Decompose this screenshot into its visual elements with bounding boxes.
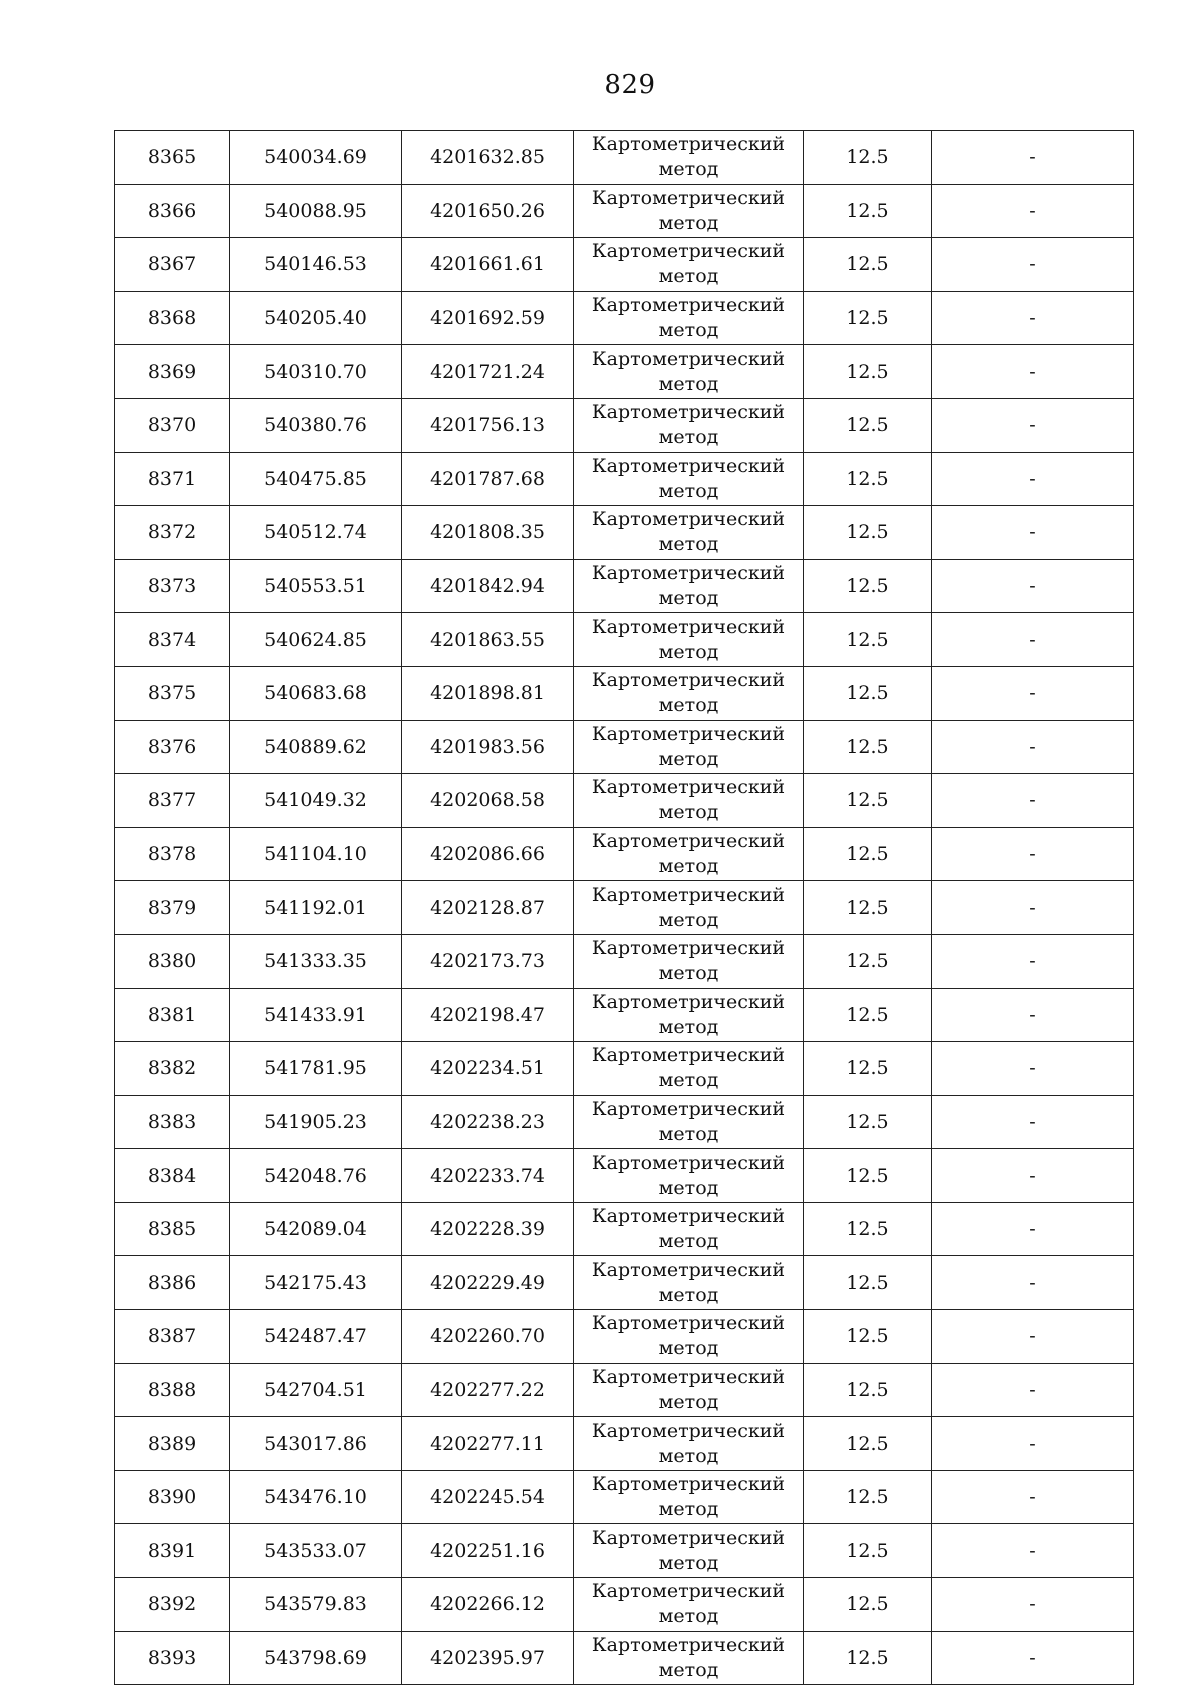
accuracy-cell: 12.5 — [804, 452, 932, 506]
point-number-cell: 8374 — [115, 613, 230, 667]
x-coordinate-cell: 542175.43 — [230, 1256, 402, 1310]
method-line-2: метод — [658, 855, 719, 878]
table-row — [115, 238, 1134, 292]
accuracy-cell: 12.5 — [804, 1470, 932, 1524]
point-number-cell: 8390 — [115, 1470, 230, 1524]
y-coordinate-cell: 4202277.11 — [402, 1417, 574, 1471]
accuracy-cell: 12.5 — [804, 827, 932, 881]
method-cell — [574, 1578, 804, 1632]
note-cell: - — [932, 1524, 1134, 1578]
table-row — [115, 1042, 1134, 1096]
method-cell — [574, 559, 804, 613]
note-cell: - — [932, 1095, 1134, 1149]
y-coordinate-cell: 4202228.39 — [402, 1202, 574, 1256]
method-line-1: Картометрический — [591, 1419, 786, 1442]
note-cell: - — [932, 1149, 1134, 1203]
accuracy-cell: 12.5 — [804, 1578, 932, 1632]
method-line-2: метод — [658, 1015, 719, 1038]
page-number: 829 — [604, 70, 656, 100]
y-coordinate-cell: 4202266.12 — [402, 1578, 574, 1632]
x-coordinate-cell: 540683.68 — [230, 666, 402, 720]
method-cell — [574, 1524, 804, 1578]
x-coordinate-cell: 540380.76 — [230, 398, 402, 452]
note-cell: - — [932, 1042, 1134, 1096]
note-cell: - — [932, 720, 1134, 774]
method-line-2: метод — [658, 801, 719, 824]
table-row — [115, 1095, 1134, 1149]
method-line-1: Картометрический — [591, 883, 786, 906]
method-line-1: Картометрический — [591, 1205, 786, 1228]
method-line-2: метод — [658, 533, 719, 556]
method-cell — [574, 291, 804, 345]
y-coordinate-cell: 4201661.61 — [402, 238, 574, 292]
method-line-1: Картометрический — [591, 1473, 786, 1496]
y-coordinate-cell: 4201650.26 — [402, 184, 574, 238]
method-line-1: Картометрический — [591, 133, 786, 156]
accuracy-cell: 12.5 — [804, 934, 932, 988]
table-row — [115, 1363, 1134, 1417]
x-coordinate-cell: 540889.62 — [230, 720, 402, 774]
table-row — [115, 1524, 1134, 1578]
method-line-2: метод — [658, 479, 719, 502]
note-cell: - — [932, 1202, 1134, 1256]
accuracy-cell: 12.5 — [804, 559, 932, 613]
point-number-cell: 8379 — [115, 881, 230, 935]
y-coordinate-cell: 4202173.73 — [402, 934, 574, 988]
accuracy-cell: 12.5 — [804, 988, 932, 1042]
method-line-2: метод — [658, 1230, 719, 1253]
accuracy-cell: 12.5 — [804, 720, 932, 774]
method-line-1: Картометрический — [591, 454, 786, 477]
accuracy-cell: 12.5 — [804, 1524, 932, 1578]
point-number-cell: 8389 — [115, 1417, 230, 1471]
x-coordinate-cell: 540034.69 — [230, 131, 402, 185]
method-cell — [574, 184, 804, 238]
method-line-2: метод — [658, 1390, 719, 1413]
point-number-cell: 8368 — [115, 291, 230, 345]
point-number-cell: 8382 — [115, 1042, 230, 1096]
method-cell — [574, 1631, 804, 1685]
y-coordinate-cell: 4202395.97 — [402, 1631, 574, 1685]
accuracy-cell: 12.5 — [804, 1631, 932, 1685]
method-line-1: Картометрический — [591, 1097, 786, 1120]
x-coordinate-cell: 541333.35 — [230, 934, 402, 988]
method-cell — [574, 238, 804, 292]
note-cell: - — [932, 1631, 1134, 1685]
accuracy-cell: 12.5 — [804, 774, 932, 828]
y-coordinate-cell: 4201632.85 — [402, 131, 574, 185]
accuracy-cell: 12.5 — [804, 291, 932, 345]
note-cell: - — [932, 452, 1134, 506]
y-coordinate-cell: 4202245.54 — [402, 1470, 574, 1524]
point-number-cell: 8372 — [115, 506, 230, 560]
point-number-cell: 8376 — [115, 720, 230, 774]
y-coordinate-cell: 4201692.59 — [402, 291, 574, 345]
method-line-2: метод — [658, 1658, 719, 1681]
y-coordinate-cell: 4202251.16 — [402, 1524, 574, 1578]
coordinates-table — [114, 130, 1134, 1685]
table-row — [115, 184, 1134, 238]
x-coordinate-cell: 541192.01 — [230, 881, 402, 935]
method-cell — [574, 988, 804, 1042]
method-cell — [574, 506, 804, 560]
method-line-1: Картометрический — [591, 669, 786, 692]
method-cell — [574, 452, 804, 506]
method-line-2: метод — [658, 372, 719, 395]
note-cell: - — [932, 613, 1134, 667]
method-cell — [574, 1417, 804, 1471]
note-cell: - — [932, 559, 1134, 613]
note-cell: - — [932, 881, 1134, 935]
method-line-2: метод — [658, 265, 719, 288]
accuracy-cell: 12.5 — [804, 1202, 932, 1256]
method-line-2: метод — [658, 908, 719, 931]
method-line-2: метод — [658, 587, 719, 610]
method-line-2: метод — [658, 1605, 719, 1628]
method-line-2: метод — [658, 1122, 719, 1145]
note-cell: - — [932, 774, 1134, 828]
point-number-cell: 8375 — [115, 666, 230, 720]
table-row — [115, 1417, 1134, 1471]
table-row — [115, 613, 1134, 667]
point-number-cell: 8366 — [115, 184, 230, 238]
method-line-1: Картометрический — [591, 990, 786, 1013]
point-number-cell: 8378 — [115, 827, 230, 881]
table-row — [115, 452, 1134, 506]
method-cell — [574, 398, 804, 452]
accuracy-cell: 12.5 — [804, 613, 932, 667]
method-cell — [574, 1095, 804, 1149]
point-number-cell: 8370 — [115, 398, 230, 452]
note-cell: - — [932, 1363, 1134, 1417]
method-line-1: Картометрический — [591, 562, 786, 585]
accuracy-cell: 12.5 — [804, 506, 932, 560]
method-line-2: метод — [658, 1176, 719, 1199]
accuracy-cell: 12.5 — [804, 345, 932, 399]
y-coordinate-cell: 4201808.35 — [402, 506, 574, 560]
note-cell: - — [932, 398, 1134, 452]
table-row — [115, 345, 1134, 399]
method-cell — [574, 1149, 804, 1203]
method-cell — [574, 666, 804, 720]
note-cell: - — [932, 238, 1134, 292]
accuracy-cell: 12.5 — [804, 1042, 932, 1096]
table-row — [115, 1470, 1134, 1524]
note-cell: - — [932, 666, 1134, 720]
accuracy-cell: 12.5 — [804, 398, 932, 452]
accuracy-cell: 12.5 — [804, 131, 932, 185]
accuracy-cell: 12.5 — [804, 1095, 932, 1149]
table-row — [115, 1578, 1134, 1632]
method-line-2: метод — [658, 1337, 719, 1360]
method-cell — [574, 345, 804, 399]
table-row — [115, 1256, 1134, 1310]
accuracy-cell: 12.5 — [804, 1417, 932, 1471]
method-cell — [574, 613, 804, 667]
method-cell — [574, 1363, 804, 1417]
x-coordinate-cell: 543798.69 — [230, 1631, 402, 1685]
note-cell: - — [932, 131, 1134, 185]
point-number-cell: 8367 — [115, 238, 230, 292]
method-cell — [574, 720, 804, 774]
table-row — [115, 291, 1134, 345]
note-cell: - — [932, 345, 1134, 399]
table-row — [115, 988, 1134, 1042]
method-line-1: Картометрический — [591, 1312, 786, 1335]
point-number-cell: 8371 — [115, 452, 230, 506]
method-line-1: Картометрический — [591, 1526, 786, 1549]
method-line-2: метод — [658, 694, 719, 717]
y-coordinate-cell: 4201983.56 — [402, 720, 574, 774]
accuracy-cell: 12.5 — [804, 1149, 932, 1203]
accuracy-cell: 12.5 — [804, 881, 932, 935]
y-coordinate-cell: 4202128.87 — [402, 881, 574, 935]
method-line-2: метод — [658, 1444, 719, 1467]
y-coordinate-cell: 4202260.70 — [402, 1310, 574, 1364]
note-cell: - — [932, 291, 1134, 345]
y-coordinate-cell: 4201721.24 — [402, 345, 574, 399]
note-cell: - — [932, 1470, 1134, 1524]
note-cell: - — [932, 1578, 1134, 1632]
note-cell: - — [932, 506, 1134, 560]
point-number-cell: 8383 — [115, 1095, 230, 1149]
accuracy-cell: 12.5 — [804, 1256, 932, 1310]
table-row — [115, 666, 1134, 720]
method-line-2: метод — [658, 1283, 719, 1306]
method-line-1: Картометрический — [591, 347, 786, 370]
point-number-cell: 8388 — [115, 1363, 230, 1417]
accuracy-cell: 12.5 — [804, 1310, 932, 1364]
method-line-1: Картометрический — [591, 830, 786, 853]
method-cell — [574, 827, 804, 881]
table-row — [115, 506, 1134, 560]
method-cell — [574, 131, 804, 185]
method-line-1: Картометрический — [591, 937, 786, 960]
method-line-1: Картометрический — [591, 508, 786, 531]
accuracy-cell: 12.5 — [804, 184, 932, 238]
method-cell — [574, 1042, 804, 1096]
y-coordinate-cell: 4201756.13 — [402, 398, 574, 452]
method-line-1: Картометрический — [591, 401, 786, 424]
y-coordinate-cell: 4202234.51 — [402, 1042, 574, 1096]
table-row — [115, 881, 1134, 935]
method-line-2: метод — [658, 962, 719, 985]
method-line-1: Картометрический — [591, 240, 786, 263]
method-line-2: метод — [658, 319, 719, 342]
x-coordinate-cell: 542487.47 — [230, 1310, 402, 1364]
point-number-cell: 8391 — [115, 1524, 230, 1578]
method-cell — [574, 1202, 804, 1256]
method-cell — [574, 1310, 804, 1364]
note-cell: - — [932, 1310, 1134, 1364]
accuracy-cell: 12.5 — [804, 1363, 932, 1417]
x-coordinate-cell: 543476.10 — [230, 1470, 402, 1524]
method-line-1: Картометрический — [591, 1580, 786, 1603]
y-coordinate-cell: 4201898.81 — [402, 666, 574, 720]
note-cell: - — [932, 1256, 1134, 1310]
method-line-2: метод — [658, 158, 719, 181]
y-coordinate-cell: 4201842.94 — [402, 559, 574, 613]
method-line-1: Картометрический — [591, 186, 786, 209]
method-line-2: метод — [658, 640, 719, 663]
table-row — [115, 1310, 1134, 1364]
method-line-2: метод — [658, 1551, 719, 1574]
method-line-2: метод — [658, 1069, 719, 1092]
table-row — [115, 131, 1134, 185]
note-cell: - — [932, 827, 1134, 881]
x-coordinate-cell: 540475.85 — [230, 452, 402, 506]
table-row — [115, 398, 1134, 452]
x-coordinate-cell: 543017.86 — [230, 1417, 402, 1471]
x-coordinate-cell: 540146.53 — [230, 238, 402, 292]
method-cell — [574, 774, 804, 828]
point-number-cell: 8387 — [115, 1310, 230, 1364]
y-coordinate-cell: 4202277.22 — [402, 1363, 574, 1417]
table-row — [115, 559, 1134, 613]
y-coordinate-cell: 4202068.58 — [402, 774, 574, 828]
x-coordinate-cell: 540088.95 — [230, 184, 402, 238]
x-coordinate-cell: 543533.07 — [230, 1524, 402, 1578]
point-number-cell: 8384 — [115, 1149, 230, 1203]
method-line-1: Картометрический — [591, 294, 786, 317]
y-coordinate-cell: 4202198.47 — [402, 988, 574, 1042]
x-coordinate-cell: 542089.04 — [230, 1202, 402, 1256]
table-row — [115, 827, 1134, 881]
method-line-2: метод — [658, 1498, 719, 1521]
method-line-1: Картометрический — [591, 1044, 786, 1067]
y-coordinate-cell: 4201787.68 — [402, 452, 574, 506]
x-coordinate-cell: 542704.51 — [230, 1363, 402, 1417]
method-line-1: Картометрический — [591, 776, 786, 799]
coordinates-table-body — [115, 131, 1134, 1685]
method-line-1: Картометрический — [591, 1151, 786, 1174]
point-number-cell: 8385 — [115, 1202, 230, 1256]
point-number-cell: 8365 — [115, 131, 230, 185]
note-cell: - — [932, 1417, 1134, 1471]
table-row — [115, 1149, 1134, 1203]
y-coordinate-cell: 4202238.23 — [402, 1095, 574, 1149]
point-number-cell: 8381 — [115, 988, 230, 1042]
point-number-cell: 8377 — [115, 774, 230, 828]
x-coordinate-cell: 542048.76 — [230, 1149, 402, 1203]
y-coordinate-cell: 4202233.74 — [402, 1149, 574, 1203]
method-line-1: Картометрический — [591, 615, 786, 638]
x-coordinate-cell: 540512.74 — [230, 506, 402, 560]
x-coordinate-cell: 541104.10 — [230, 827, 402, 881]
table-row — [115, 934, 1134, 988]
method-cell — [574, 881, 804, 935]
point-number-cell: 8393 — [115, 1631, 230, 1685]
x-coordinate-cell: 540205.40 — [230, 291, 402, 345]
table-row — [115, 1631, 1134, 1685]
point-number-cell: 8369 — [115, 345, 230, 399]
accuracy-cell: 12.5 — [804, 666, 932, 720]
method-cell — [574, 934, 804, 988]
x-coordinate-cell: 541433.91 — [230, 988, 402, 1042]
method-line-2: метод — [658, 747, 719, 770]
x-coordinate-cell: 541049.32 — [230, 774, 402, 828]
y-coordinate-cell: 4202229.49 — [402, 1256, 574, 1310]
method-line-1: Картометрический — [591, 1258, 786, 1281]
method-cell — [574, 1470, 804, 1524]
note-cell: - — [932, 988, 1134, 1042]
method-line-1: Картометрический — [591, 1633, 786, 1656]
point-number-cell: 8380 — [115, 934, 230, 988]
x-coordinate-cell: 540310.70 — [230, 345, 402, 399]
method-line-2: метод — [658, 211, 719, 234]
note-cell: - — [932, 184, 1134, 238]
point-number-cell: 8392 — [115, 1578, 230, 1632]
note-cell: - — [932, 934, 1134, 988]
method-line-1: Картометрический — [591, 1365, 786, 1388]
y-coordinate-cell: 4201863.55 — [402, 613, 574, 667]
table-row — [115, 720, 1134, 774]
point-number-cell: 8386 — [115, 1256, 230, 1310]
method-line-2: метод — [658, 426, 719, 449]
table-row — [115, 1202, 1134, 1256]
method-line-1: Картометрический — [591, 722, 786, 745]
x-coordinate-cell: 541905.23 — [230, 1095, 402, 1149]
table-row — [115, 774, 1134, 828]
x-coordinate-cell: 543579.83 — [230, 1578, 402, 1632]
method-cell — [574, 1256, 804, 1310]
y-coordinate-cell: 4202086.66 — [402, 827, 574, 881]
x-coordinate-cell: 540553.51 — [230, 559, 402, 613]
x-coordinate-cell: 541781.95 — [230, 1042, 402, 1096]
accuracy-cell: 12.5 — [804, 238, 932, 292]
point-number-cell: 8373 — [115, 559, 230, 613]
x-coordinate-cell: 540624.85 — [230, 613, 402, 667]
